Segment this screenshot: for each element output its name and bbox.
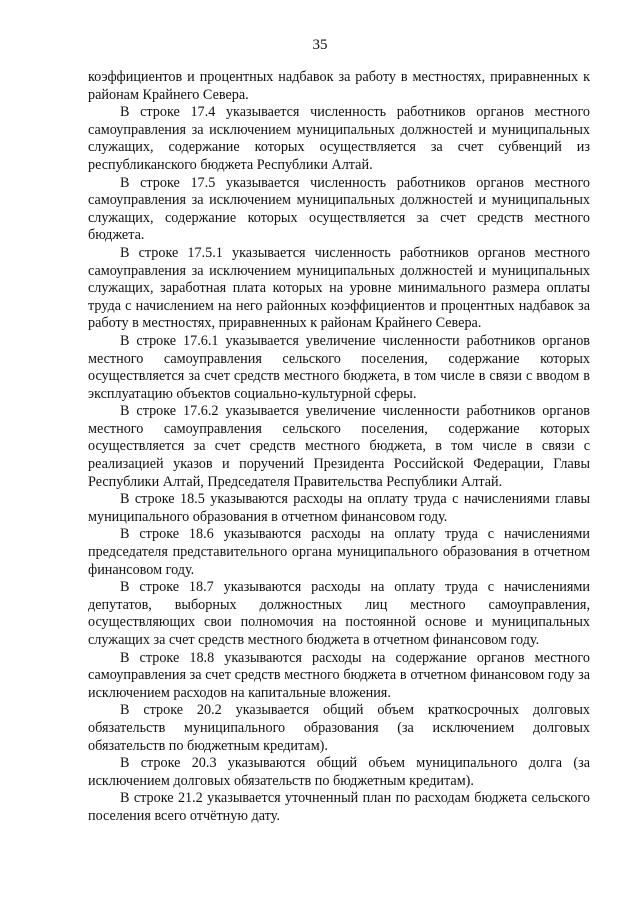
paragraph-line-17-5: В строке 17.5 указывается численность работников органов местного самоуправления за исключением муниципальных должностей и муниципальных служащих, содержание которых осуществляется за счет средств местного бюджета. <box>88 174 590 244</box>
paragraph-line-18-7: В строке 18.7 указываются расходы на оплату труда с начислениями депутатов, выборных должностных лиц местного самоуправления, осуществляющих свои полномочия на постоянной основе и муниципальных служащих за счет средств местного бюджета в отчетном финансовом году. <box>88 579 590 648</box>
paragraph-line-17-6-2: В строке 17.6.2 указывается увеличение численности работников органов местного самоуправления сельского поселения, содержание которых осуществляется за счет средств местного бюджета, в том числе в связи с реализацией указов и поручений Президента Российской Федерации, Главы Республики Алтай, Председателя Правительства Республики Алтай. <box>88 403 590 490</box>
paragraph-line-17-6-1: В строке 17.6.1 указывается увеличение численности работников органов местного самоуправления сельского поселения, содержание которых осуществляется за счет средств местного бюджета, в том числе в связи с вводом в эксплуатацию объектов социально-культурной сферы. <box>88 332 590 402</box>
document-body <box>88 69 590 826</box>
paragraph-line-21-2: В строке 21.2 указывается уточненный план по расходам бюджета сельского поселения всего отчётную дату. <box>88 790 590 824</box>
paragraph-line-18-8: В строке 18.8 указываются расходы на содержание органов местного самоуправления за счет средств местного бюджета в отчетном финансовом году за исключением расходов на капитальные вложения. <box>88 649 590 701</box>
paragraph-line-18-5: В строке 18.5 указываются расходы на оплату труда с начислениями главы муниципального образования в отчетном финансовом году. <box>88 491 590 525</box>
paragraph-line-17-5-1: В строке 17.5.1 указывается численность работников органов местного самоуправления за исключением муниципальных должностей и муниципальных служащих, заработная плата которых на уровне минимального размера оплаты труда с начислением на него районных коэффициентов и процентных надбавок за работу в местностях, приравненных к районам Крайнего Севера. <box>88 244 590 332</box>
paragraph-line-20-3: В строке 20.3 указываются общий объем муниципального долга (за исключением долговых обязательств по бюджетным кредитам). <box>88 755 590 789</box>
paragraph-line-17-4: В строке 17.4 указывается численность работников органов местного самоуправления за исключением муниципальных должностей и муниципальных служащих, содержание которых осуществляется за счет субвенций из республиканского бюджета Республики Алтай. <box>88 104 590 173</box>
paragraph-line-20-2: В строке 20.2 указывается общий объем краткосрочных долговых обязательств муниципального образования (за исключением долговых обязательств по бюджетным кредитам). <box>88 702 590 754</box>
paragraph-line-18-6: В строке 18.6 указываются расходы на оплату труда с начислениями председателя представительного органа муниципального образования в отчетном финансовом году. <box>88 526 590 578</box>
paragraph-continuation: коэффициентов и процентных надбавок за работу в местностях, приравненных к районам Крайнего Севера. <box>88 69 590 103</box>
page-number: 35 <box>312 37 328 53</box>
